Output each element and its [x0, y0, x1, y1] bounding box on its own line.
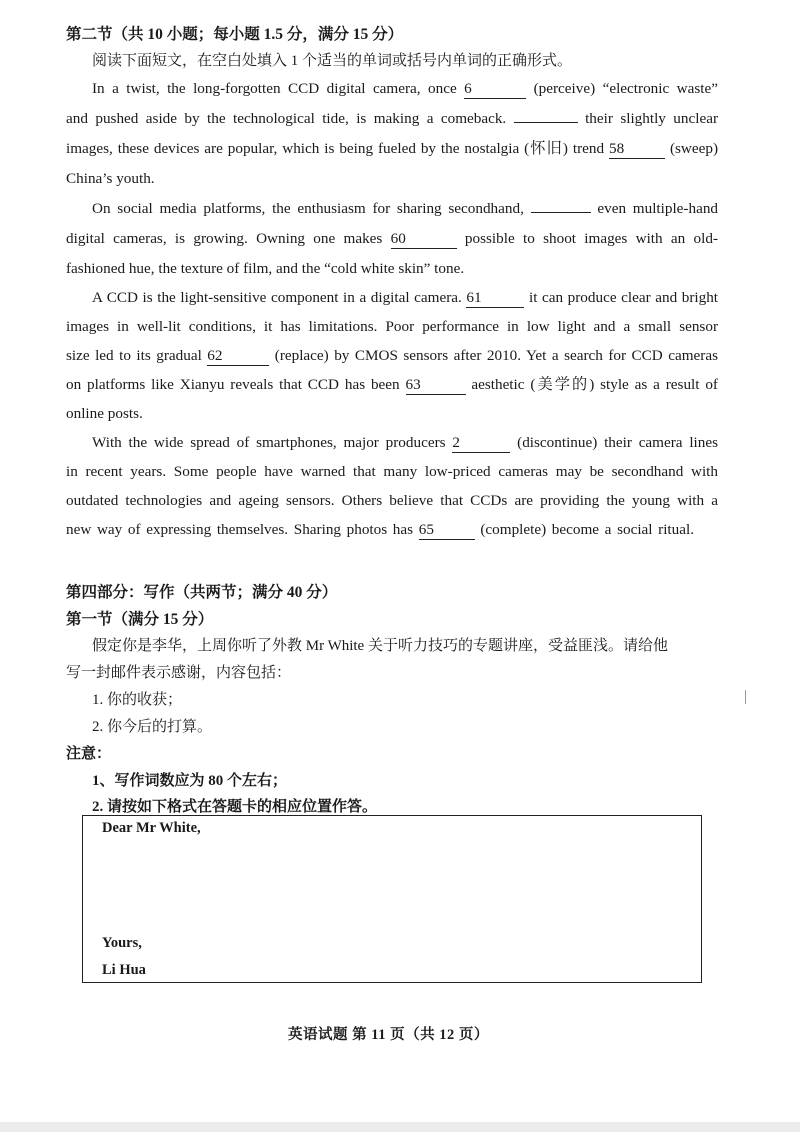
passage-line: new way of expressing themselves. Sharing photos has 65 (complete) become a social ritual.: [66, 521, 695, 538]
section-instruction: 阅读下面短文，在空白处填入 1 个适当的单词或括号内单词的正确形式。: [92, 53, 573, 69]
blank-64[interactable]: 2: [452, 434, 510, 453]
passage-line: China’s youth.: [66, 170, 155, 187]
passage-line: online posts.: [66, 405, 143, 422]
note-2: 2. 请按如下格式在答题卡的相应位置作答。: [92, 799, 378, 815]
blank-60[interactable]: 60: [391, 230, 457, 249]
scan-edge: [0, 1122, 800, 1132]
passage-line: On social media platforms, the enthusiasm for sharing secondhand, even multiple-hand: [92, 200, 719, 217]
letter-signature: Li Hua: [102, 962, 146, 978]
writing-prompt-line1: 假定你是李华，上周你听了外教 Mr White 关于听力技巧的专题讲座，受益匪浅。请给他: [92, 638, 668, 654]
part4-section1-title: 第一节（满分 15 分）: [66, 611, 214, 628]
passage-line: digital cameras, is growing. Owning one makes 60 possible to shoot images with an old-: [66, 230, 719, 247]
writing-prompt-line2: 写一封邮件表示感谢，内容包括：: [66, 665, 292, 681]
letter-closing: Yours,: [102, 935, 142, 951]
page-footer: 英语试题 第 11 页（共 12 页）: [288, 1027, 489, 1043]
note-title: 注意：: [66, 746, 112, 762]
scan-mark: [745, 690, 746, 704]
passage-line: on platforms like Xianyu reveals that CCD has been 63 aesthetic (美学的) style as a result of: [66, 376, 718, 393]
passage-line: and pushed aside by the technological tide, is making a comeback. their slightly unclear: [66, 110, 718, 127]
letter-answer-box[interactable]: [82, 815, 702, 983]
part4-title: 第四部分：写作（共两节；满分 40 分）: [66, 584, 338, 601]
blank-62[interactable]: 62: [207, 347, 269, 366]
passage-line: outdated technologies and ageing sensors. Others believe that CCDs are providing the young with a: [66, 492, 718, 509]
passage-line: fashioned hue, the texture of film, and the “cold white skin” tone.: [66, 260, 465, 277]
note-1: 1、写作词数应为 80 个左右；: [92, 773, 288, 789]
content-item-2: 2. 你今后的打算。: [92, 719, 213, 735]
blank-59[interactable]: [531, 212, 591, 213]
blank-61[interactable]: 61: [466, 289, 524, 308]
blank-57[interactable]: [514, 122, 578, 123]
passage-line: images, these devices are popular, which is being fueled by the nostalgia (怀旧) trend 58 (sweep): [66, 140, 719, 157]
passage-line: In a twist, the long-forgotten CCD digital camera, once 6 (perceive) “electronic waste”: [92, 80, 718, 97]
passage-line: A CCD is the light-sensitive component in a digital camera. 61 it can produce clear and bright: [92, 289, 719, 306]
passage-line: With the wide spread of smartphones, major producers 2 (discontinue) their camera lines: [92, 434, 719, 451]
blank-63[interactable]: 63: [406, 376, 466, 395]
blank-56[interactable]: 6: [464, 80, 526, 99]
blank-65[interactable]: 65: [419, 521, 475, 540]
passage-line: in recent years. Some people have warned that many low-priced cameras may be secondhand with: [66, 463, 718, 480]
blank-58[interactable]: 58: [609, 140, 665, 159]
letter-salutation: Dear Mr White,: [102, 820, 201, 836]
section-title: 第二节（共 10 小题；每小题 1.5 分，满分 15 分）: [66, 26, 404, 43]
passage-line: size led to its gradual 62 (replace) by CMOS sensors after 2010. Yet a search for CCD cameras: [66, 347, 718, 364]
passage-line: images in well-lit conditions, it has limitations. Poor performance in low light and a small sensor: [66, 318, 718, 335]
content-item-1: 1. 你的收获；: [92, 692, 183, 708]
